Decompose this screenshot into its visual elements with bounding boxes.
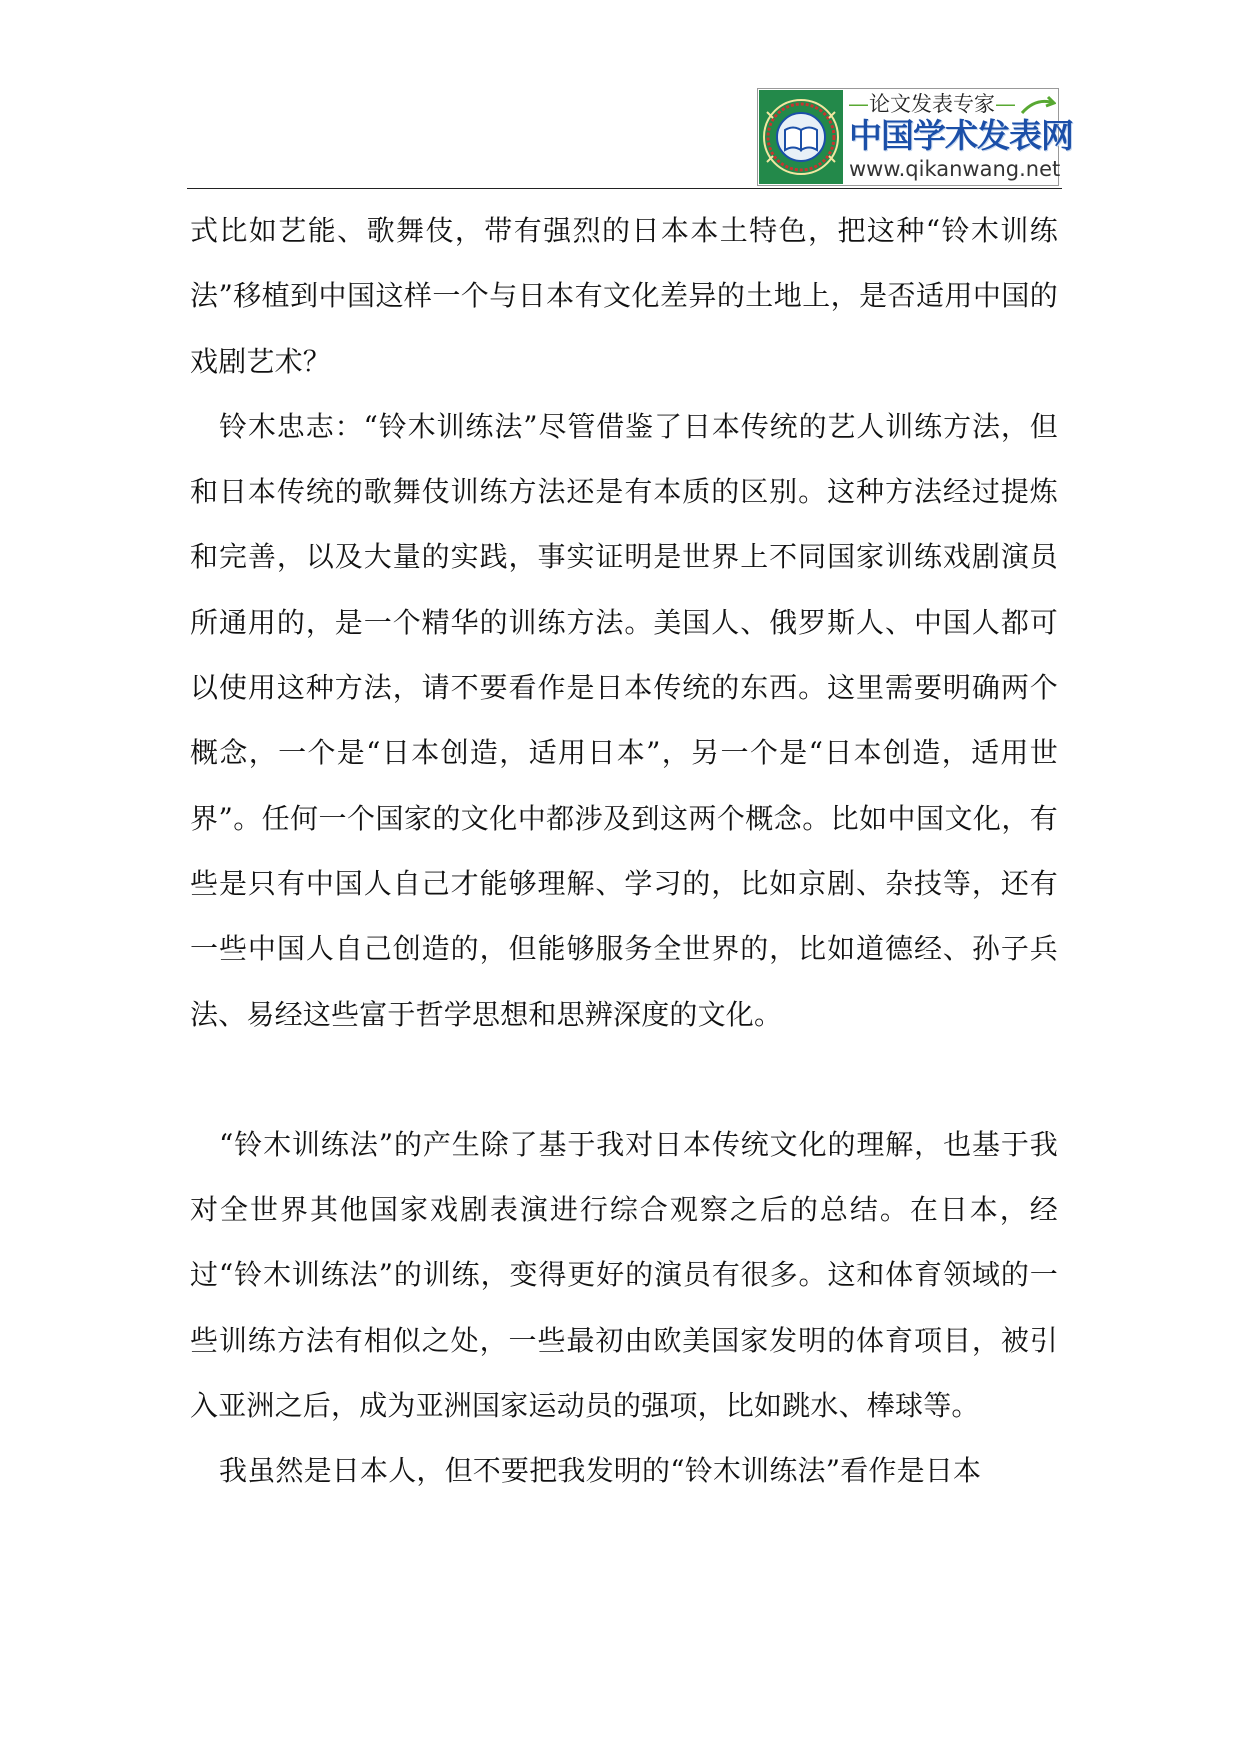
slogan-dash-left: —: [848, 92, 869, 116]
site-logo: [757, 88, 1073, 186]
header-divider: [187, 188, 1062, 189]
book-seal-icon: [759, 90, 843, 184]
article-body: [190, 198, 1058, 1504]
paragraph-2: 铃木忠志：“铃木训练法”尽管借鉴了日本传统的艺人训练方法，但和日本传统的歌舞伎训练方法还是有本质的区别。这种方法经过提炼和完善，以及大量的实践，事实证明是世界上不同国家训练戏剧演员所通用的，是一个精华的训练方法。美国人、俄罗斯人、中国人都可以使用这种方法，请不要看作是日本传统的东西。这里需要明确两个概念，一个是“日本创造，适用日本”，另一个是“日本创造，适用世界”。任何一个国家的文化中都涉及到这两个概念。比如中国文化，有些是只有中国人自己才能够理解、学习的，比如京剧、杂技等，还有一些中国人自己创造的，但能够服务全世界的，比如道德经、孙子兵法、易经这些富于哲学思想和思辨深度的文化。: [190, 409, 1058, 1031]
logo-slogan-text: 论文发表专家: [869, 92, 995, 116]
logo-url: www.qikanwang.net: [849, 157, 1061, 181]
slogan-dash-right: —: [995, 92, 1016, 116]
logo-site-name: 中国学术发表网: [849, 116, 1073, 155]
paragraph-1: 式比如艺能、歌舞伎，带有强烈的日本本土特色，把这种“铃木训练法”移植到中国这样一个与日本有文化差异的土地上，是否适用中国的戏剧艺术？: [190, 214, 1058, 378]
page-header: [0, 0, 1241, 190]
paragraph-4: 我虽然是日本人，但不要把我发明的“铃木训练法”看作是日本: [219, 1454, 982, 1488]
paragraph-3: “铃木训练法”的产生除了基于我对日本传统文化的理解，也基于我对全世界其他国家戏剧表演进行综合观察之后的总结。在日本，经过“铃木训练法”的训练，变得更好的演员有很多。这和体育领域的一些训练方法有相似之处，一些最初由欧美国家发明的体育项目，被引入亚洲之后，成为亚洲国家运动员的强项，比如跳水、棒球等。: [190, 1127, 1058, 1423]
